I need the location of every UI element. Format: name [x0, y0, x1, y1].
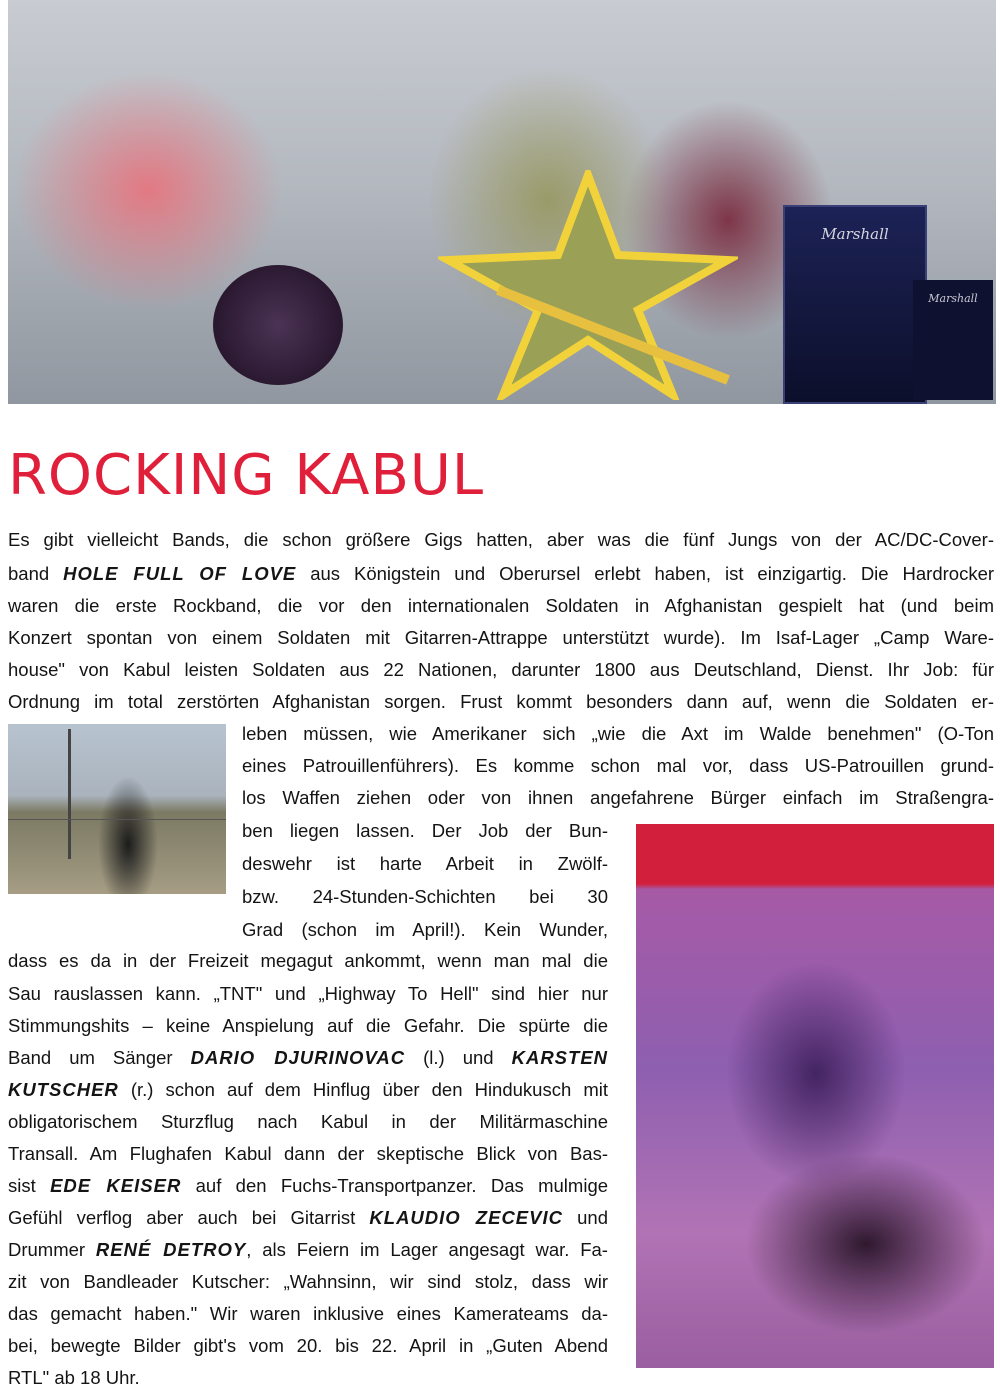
body-text: Gefühl verflog aber auch bei Gitarrist	[8, 1207, 370, 1228]
marshall-amp	[783, 205, 927, 404]
body-text: Es gibt vielleicht Bands, die schon größere Gigs hatten, aber was die fünf Jungs von der AC/DC-Cover-	[8, 529, 994, 550]
body-text: bzw. 24-Stunden-Schichten bei 30	[242, 886, 608, 907]
body-text: Stimmungshits – keine Anspielung auf die Gefahr. Die spürte die	[8, 1015, 608, 1036]
body-text: zit von Bandleader Kutscher: „Wahnsinn, wir sind stolz, dass wir	[8, 1271, 608, 1292]
body-line	[8, 526, 994, 554]
band-member-name: KARSTEN	[511, 1047, 609, 1068]
band-concert-photo	[8, 0, 996, 404]
body-line	[8, 1300, 608, 1328]
body-line	[8, 560, 994, 588]
body-text: waren die erste Rockband, die vor den internationalen Soldaten in Afghanistan gespielt hat (und beim	[8, 595, 994, 616]
body-line	[242, 916, 608, 944]
body-text: band	[8, 563, 64, 584]
body-line	[8, 1140, 608, 1168]
body-line	[242, 817, 608, 845]
body-text: deswehr ist harte Arbeit in Zwölf-	[242, 853, 608, 874]
body-line	[8, 1012, 608, 1040]
body-line	[8, 1236, 608, 1264]
headline: ROCKING KABUL	[8, 443, 485, 508]
marshall-amp-2	[913, 280, 993, 400]
body-text: das gemacht haben." Wir waren inklusive eines Kamerateams da-	[8, 1303, 608, 1324]
body-text: RTL" ab 18 Uhr.	[8, 1367, 140, 1388]
body-text: eines Patrouillenführers). Es komme schon mal vor, dass US-Patrouillen grund-	[242, 755, 994, 776]
body-line	[8, 947, 608, 975]
body-text: Ordnung im total zerstörten Afghanistan sorgen. Frust kommt besonders dann auf, wenn die Soldaten er-	[8, 691, 994, 712]
body-text: Transall. Am Flughafen Kabul dann der skeptische Blick von Bas-	[8, 1143, 608, 1164]
body-line	[242, 720, 994, 748]
star-guitar-prop	[438, 170, 738, 400]
body-text: (l.) und	[405, 1047, 512, 1068]
body-text: Grad (schon im April!). Kein Wunder,	[242, 919, 608, 940]
amp-logo-2: Marshall	[928, 292, 978, 305]
body-line	[8, 1172, 608, 1200]
band-member-name: RENÉ DETROY	[95, 1239, 247, 1260]
body-text: los Waffen ziehen oder von ihnen angefahrene Bürger einfach im Straßengra-	[242, 787, 994, 808]
body-line	[8, 688, 994, 716]
body-line	[242, 752, 994, 780]
body-line	[8, 1044, 608, 1072]
body-line	[8, 1204, 608, 1232]
body-text: leben müssen, wie Amerikaner sich „wie die Axt im Walde benehmen" (O-Ton	[242, 723, 994, 744]
band-member-name: KLAUDIO ZECEVIC	[369, 1207, 563, 1228]
body-line	[8, 1332, 608, 1360]
body-text: house" von Kabul leisten Soldaten aus 22 Nationen, darunter 1800 aus Deutschland, Dienst. Ihr Job: für	[8, 659, 994, 680]
body-text: und	[563, 1207, 608, 1228]
body-line	[8, 656, 994, 684]
body-text: bei, bewegte Bilder gibt's vom 20. bis 22. April in „Guten Abend	[8, 1335, 608, 1356]
body-line	[8, 624, 994, 652]
pole	[68, 729, 71, 859]
body-line	[242, 850, 608, 878]
body-text: , als Feiern im Lager angesagt war. Fa-	[246, 1239, 608, 1260]
wire	[8, 819, 226, 820]
body-text: Sau rauslassen kann. „TNT" und „Highway To Hell" sind hier nur	[8, 983, 608, 1004]
band-member-name: KUTSCHER	[8, 1079, 119, 1100]
body-line	[8, 592, 994, 620]
body-line	[242, 883, 608, 911]
body-line	[8, 1268, 608, 1296]
body-line	[242, 784, 994, 812]
amp-logo: Marshall	[821, 225, 889, 243]
body-text: Konzert spontan von einem Soldaten mit Gitarren-Attrappe unterstützt wurde). Im Isaf-Lager „Camp Ware-	[8, 627, 994, 648]
body-line	[8, 1364, 608, 1392]
body-text: aus Königstein und Oberursel erlebt haben, ist einzigartig. Die Hardrocker	[296, 563, 995, 584]
body-line	[8, 980, 608, 1008]
body-line	[8, 1108, 608, 1136]
body-line	[8, 1076, 608, 1104]
body-text: (r.) schon auf dem Hinflug über den Hindukusch mit	[118, 1079, 608, 1100]
band-member-name: EDE KEISER	[50, 1175, 182, 1196]
body-text: dass es da in der Freizeit megagut ankommt, wenn man mal die	[8, 950, 608, 971]
drum-kit	[213, 265, 343, 385]
body-text: ben liegen lassen. Der Job der Bun-	[242, 820, 608, 841]
body-text: auf den Fuchs-Transportpanzer. Das mulmige	[181, 1175, 609, 1196]
performer-photo	[636, 824, 994, 1368]
band-member-name: DARIO DJURINOVAC	[190, 1047, 406, 1068]
body-text: Drummer	[8, 1239, 96, 1260]
body-text: obligatorischem Sturzflug nach Kabul in der Militärmaschine	[8, 1111, 608, 1132]
band-member-name: HOLE FULL OF LOVE	[63, 563, 297, 584]
body-text: Band um Sänger	[8, 1047, 191, 1068]
body-text: sist	[8, 1175, 51, 1196]
soldier-photo	[8, 724, 226, 894]
